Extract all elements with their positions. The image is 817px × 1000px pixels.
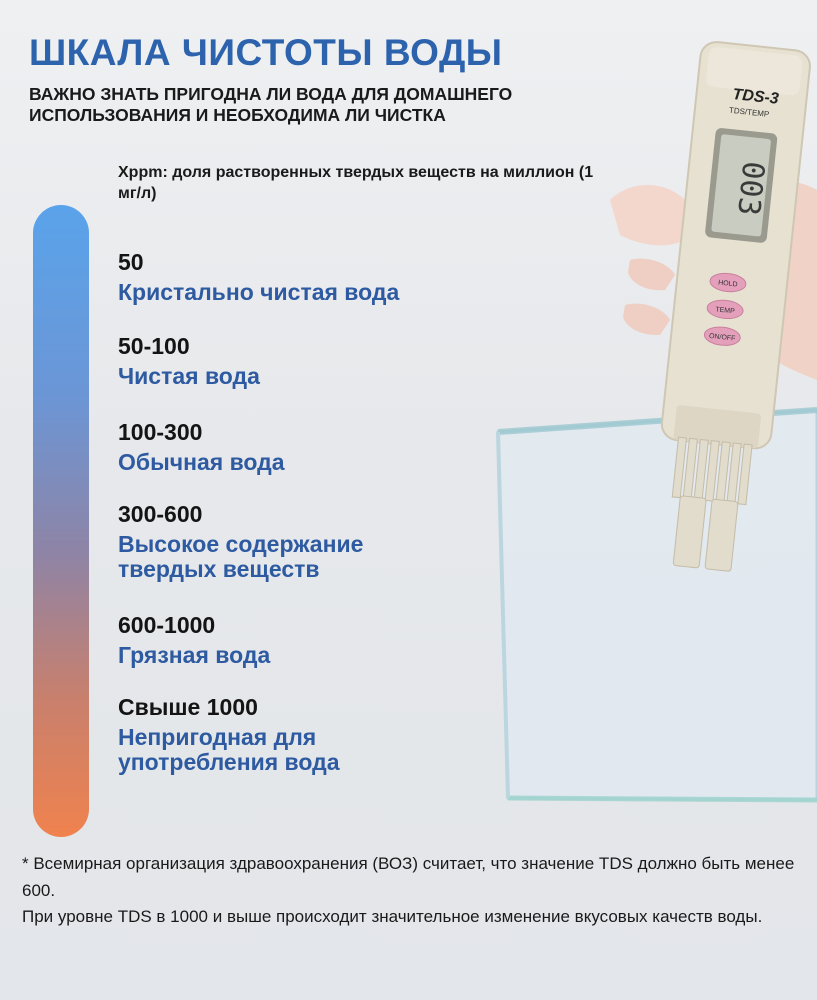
level-range: 600-1000	[118, 612, 216, 638]
level-description: Обычная вода	[118, 449, 285, 475]
level-description: Грязная вода	[118, 642, 271, 668]
water-tank	[498, 410, 817, 800]
level-range: Свыше 1000	[118, 694, 258, 720]
page-title: ШКАЛА ЧИСТОТЫ ВОДЫ	[29, 32, 503, 73]
level-range: 50	[118, 249, 144, 275]
level-range: 300-600	[118, 501, 203, 527]
ppm-definition: Xppm: доля растворенных твердых веществ на миллион (1 мг/л)	[118, 164, 594, 202]
meter-mode: TDS/TEMP	[728, 105, 770, 119]
footnote	[22, 851, 812, 931]
footnote-taste: При уровне TDS в 1000 и выше происходит значительное изменение вкусовых качеств воды.	[22, 907, 763, 926]
level-item	[118, 332, 538, 389]
level-description: Непригодная для употребления вода	[118, 724, 340, 775]
hold-button-label: HOLD	[717, 279, 738, 289]
temp-button-label: TEMP	[714, 306, 736, 316]
footnote-who: * Всемирная организация здравоохранения (ВОЗ) считает, что значение TDS должно быть менее 600.	[22, 854, 795, 900]
level-item	[118, 418, 538, 475]
meter-display-value: 003	[730, 159, 771, 218]
level-item	[118, 248, 538, 305]
page-subtitle: ВАЖНО ЗНАТЬ ПРИГОДНА ЛИ ВОДА ДЛЯ ДОМАШНЕГО ИСПОЛЬЗОВАНИЯ И НЕОБХОДИМА ЛИ ЧИСТКА	[29, 84, 513, 125]
level-description: Высокое содержание твердых веществ	[118, 531, 364, 582]
power-button-label: ON/OFF	[708, 332, 736, 343]
level-range: 50-100	[118, 333, 190, 359]
level-description: Чистая вода	[118, 363, 260, 389]
level-range: 100-300	[118, 419, 203, 445]
meter-model: TDS-3	[731, 86, 780, 108]
level-item	[118, 693, 408, 775]
purity-gradient-bar	[33, 205, 89, 837]
level-item	[118, 611, 538, 668]
level-description: Кристально чистая вода	[118, 279, 400, 305]
level-item	[118, 500, 438, 582]
tds-meter-illustration	[480, 30, 817, 830]
